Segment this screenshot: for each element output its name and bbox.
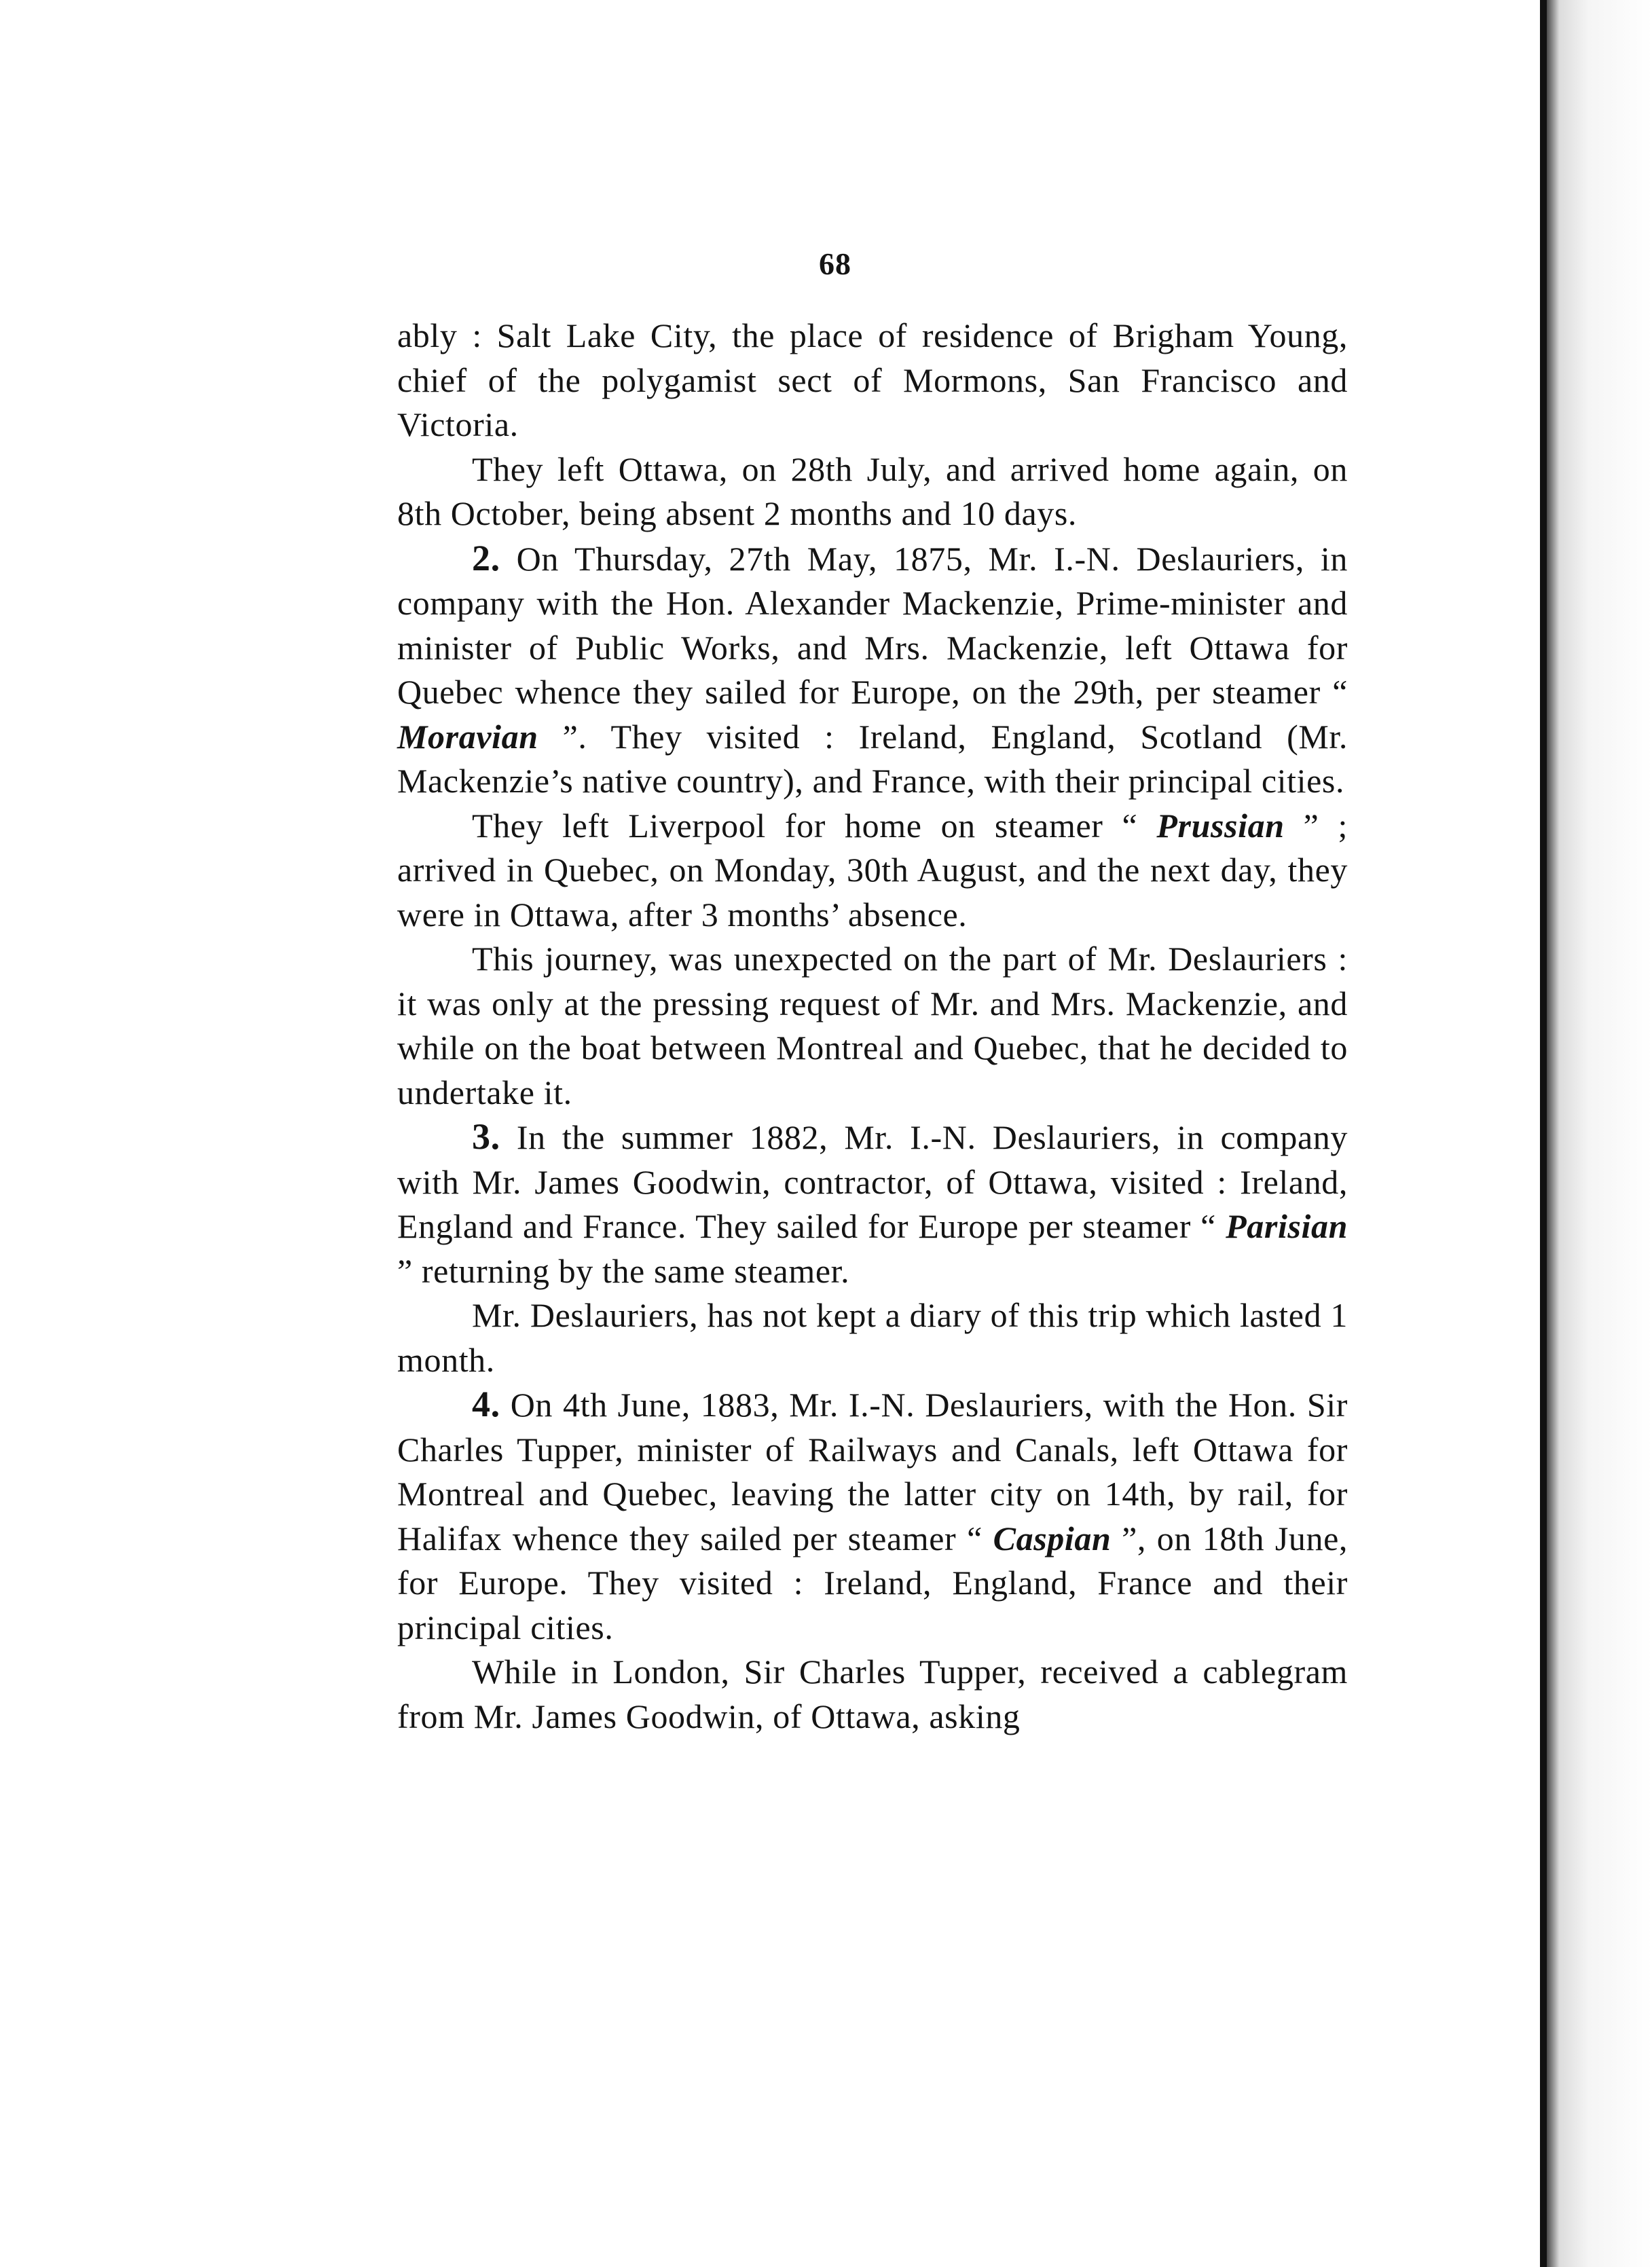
text-run: Mr. Deslauriers, has not kept a diary of this trip which lasted 1 month. [397,1296,1348,1379]
section-number: 4. [472,1384,500,1424]
page-edge-line [1540,0,1547,2267]
text-run: They left Ottawa, on 28th July, and arrived home again, on 8th October, being absent 2 months and 10 days. [397,449,1348,532]
page-number: 68 [819,246,851,281]
steamer-name: Parisian [1226,1207,1348,1245]
paragraph-p5 [397,937,1348,1115]
paragraph-p2 [397,447,1348,536]
steamer-name: Prussian [1156,806,1285,845]
text-run: In the summer 1882, Mr. I.-N. Deslauriers, in company with Mr. James Goodwin, contractor, of Ottawa, visited : Ireland, England and France. They sailed for Europe per steamer “ [397,1118,1348,1245]
steamer-name: Moravian [397,717,538,756]
section-number: 2. [472,537,500,578]
text-run: ”. They visited : Ireland, England, Scotland (Mr. Mackenzie’s native country), and France, with their principal cities. [397,717,1348,800]
paragraph-p8 [397,1382,1348,1650]
text-run: ably : Salt Lake City, the place of residence of Brigham Young, chief of the polygamist sect of Mormons, San Francisco and Victoria. [397,316,1348,443]
paragraph-p4 [397,804,1348,938]
page-edge-shadow [1547,0,1652,2267]
text-run: ” returning by the same steamer. [397,1251,850,1290]
text-run: While in London, Sir Charles Tupper, received a cablegram from Mr. James Goodwin, of Ottawa, asking [397,1653,1348,1735]
text-run: On 4th June, 1883, Mr. I.-N. Deslauriers, with the Hon. Sir Charles Tupper, minister of Railways and Canals, left Ottawa for Montreal and Quebec, leaving the latter city on 14th, by rail, for Halifax whence they sailed per steamer “ [397,1386,1348,1558]
text-run: This journey, was unexpected on the part of Mr. Deslauriers : it was only at the pressing request of Mr. and Mrs. Mackenzie, and while on the boat between Montreal and Quebec, that he decided to undertake it. [397,940,1348,1111]
text-run: They left Liverpool for home on steamer “ [472,806,1157,845]
paragraph-p3 [397,536,1348,804]
text-run: On Thursday, 27th May, 1875, Mr. I.-N. Deslauriers, in company with the Hon. Alexander Mackenzie, Prime-minister and minister of Public Works, and Mrs. Mackenzie, left Ottawa for Quebec whence they sailed for Europe, on the 29th, per steamer “ [397,539,1348,711]
body-text [397,314,1348,1739]
section-number: 3. [472,1116,500,1157]
paragraph-p6 [397,1115,1348,1293]
paragraph-p7 [397,1293,1348,1382]
text-run: ”, on 18th June, for Europe. They visited : Ireland, England, France and their principal cities. [397,1519,1348,1646]
text-run: ” ; arrived in Quebec, on Monday, 30th August, and the next day, they were in Ottawa, after 3 months’ absence. [397,806,1348,934]
paragraph-p9 [397,1650,1348,1739]
paragraph-p1 [397,314,1348,447]
steamer-name: Caspian [993,1519,1112,1558]
